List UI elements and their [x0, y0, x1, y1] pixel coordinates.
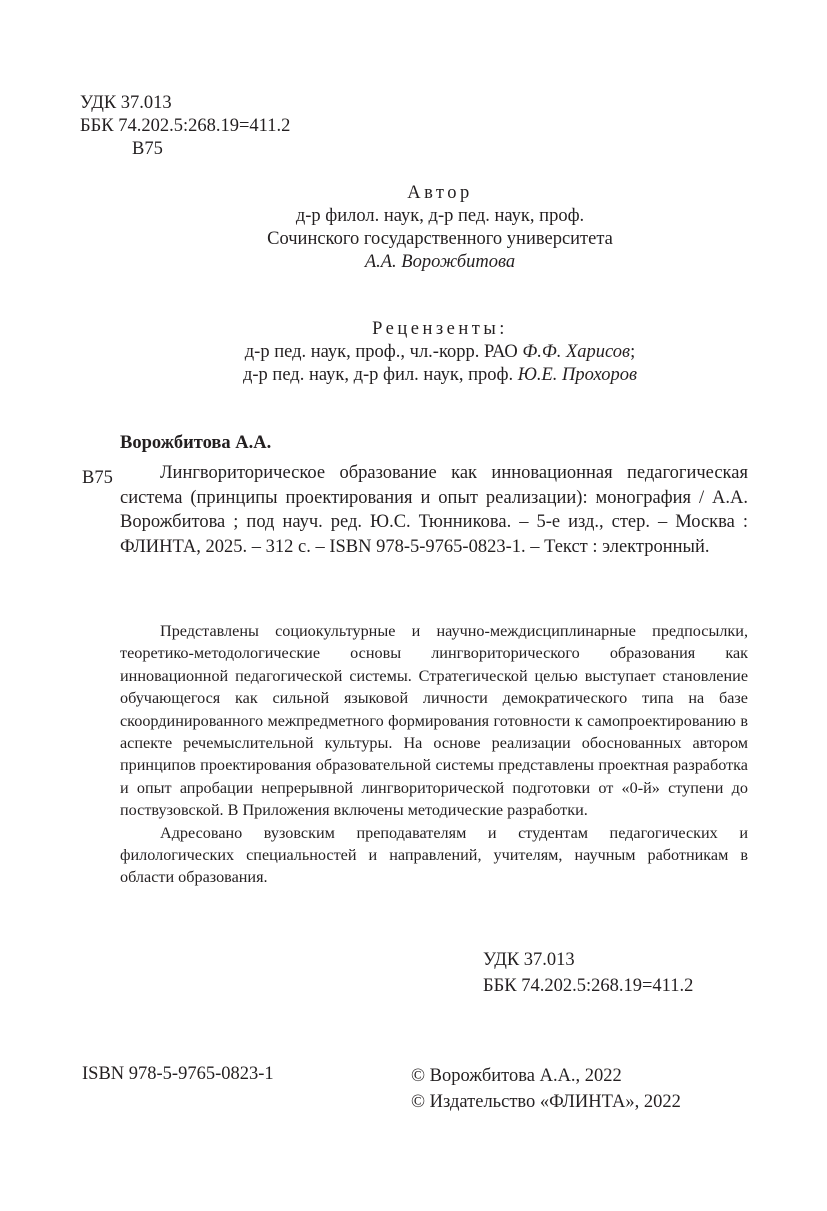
abstract [120, 620, 748, 889]
reviewer-1 [150, 341, 730, 364]
isbn-number: ISBN 978-5-9765-0823-1 [82, 1064, 274, 1084]
reviewers-block [150, 318, 730, 387]
reviewers-heading: Рецензенты: [372, 319, 508, 339]
bottom-udk-code: УДК 37.013 [483, 950, 575, 970]
author-affiliation: Сочинского государственного университета [267, 229, 613, 249]
top-classification [80, 92, 290, 161]
reviewer-1-title: д-р пед. наук, проф., чл.-корр. РАО [244, 342, 518, 362]
author-mark-code: В75 [132, 139, 163, 159]
author-block [150, 182, 730, 274]
record-mark: В75 [82, 468, 113, 488]
udk-code: УДК 37.013 [80, 93, 172, 113]
abstract-paragraph-1: Представлены социокультурные и научно-междисциплинарные предпосылки, теоретико-методологические основы лингвориторического образования как инновационной педагогической системы. Стратегической целью выступает становление обучающегося как сильной языковой личности демократического типа на базе скоординированного межпредметного формирования готовности к самопроектированию в аспекте речемыслительной культуры. На основе реализации обоснованных автором принципов проектирования образовательной системы представлены проектная разработка и опыт апробации непрерывной лингвориторической подготовки от «0-й» ступени до поствузовской. В Приложения включены методические разработки. [120, 622, 748, 820]
bottom-bbk-code: ББК 74.202.5:268.19=411.2 [483, 976, 694, 996]
reviewer-1-name: Ф.Ф. Харисов [522, 342, 631, 362]
record-author-heading: Ворожбитова А.А. [120, 433, 272, 453]
copyright-author: © Ворожбитова А.А., 2022 [411, 1066, 622, 1086]
reviewer-2 [150, 364, 730, 387]
author-degrees: д-р филол. наук, д-р пед. наук, проф. [295, 206, 585, 226]
reviewer-1-suffix: ; [630, 342, 636, 362]
abstract-paragraph-2: Адресовано вузовским преподавателям и студентам педагогических и филологических специальностей и направлений, учителям, научным работникам в области образования. [120, 823, 748, 887]
record-text: Лингвориторическое образование как инновационная педагогическая система (принципы проектирования и опыт реализации): монография / А.А. Ворожбитова ; под науч. ред. Ю.С. Тюнникова. – 5-е изд., стер. – Москва : ФЛИНТА, 2025. – 312 с. – ISBN 978-5-9765-0823-1. – Текст : электронный. [120, 463, 748, 558]
reviewer-2-name: Ю.Е. Прохоров [517, 365, 638, 385]
copyright-block [411, 1063, 681, 1115]
bbk-code: ББК 74.202.5:268.19=411.2 [80, 116, 291, 136]
copyright-publisher: © Издательство «ФЛИНТА», 2022 [411, 1092, 681, 1112]
reviewer-2-title: д-р пед. наук, д-р фил. наук, проф. [242, 365, 514, 385]
author-heading: Автор [407, 183, 473, 203]
bottom-classification [483, 947, 693, 999]
author-name: А.А. Ворожбитова [364, 252, 516, 272]
